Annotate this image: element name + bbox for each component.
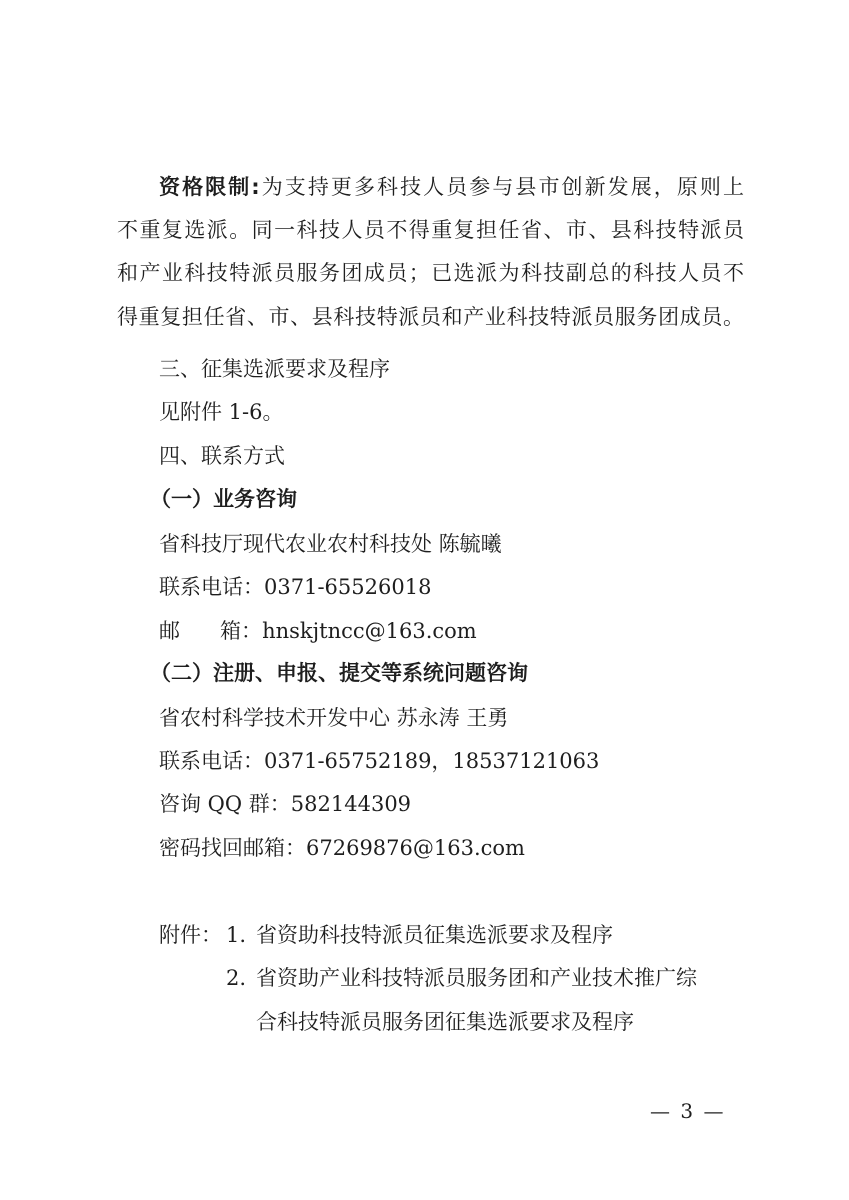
qualification-line-3: 和产业科技特派员服务团成员；已选派为科技副总的科技人员不 (117, 261, 744, 285)
section3-heading: 三、征集选派要求及程序 (159, 357, 390, 381)
contact-sub1-phone (159, 572, 431, 602)
section3-text: 见附件 1-6。 (159, 400, 284, 424)
attachment-title: 省资助产业科技特派员服务团和产业技术推广综 (256, 966, 697, 990)
qualification-line-2: 不重复选派。同一科技人员不得重复担任省、市、县科技特派员 (117, 218, 744, 242)
attachment-number: 1. (226, 923, 247, 947)
password-email-label: 密码找回邮箱： (159, 836, 306, 860)
phone-value: 0371-65526018 (264, 575, 432, 599)
contact-sub2-phone (159, 746, 599, 776)
qualification-label: 资格限制: (159, 175, 260, 199)
attachment-title: 省资助科技特派员征集选派要求及程序 (256, 923, 613, 947)
qq-value: 582144309 (290, 792, 412, 816)
password-email-value: 67269876@163.com (306, 836, 525, 860)
contact-sub1-email (159, 616, 477, 646)
attachment-item-2-continued: 合科技特派员服务团征集选派要求及程序 (256, 1010, 634, 1034)
contact-sub1-heading: （一）业务咨询 (150, 487, 297, 511)
phone-label: 联系电话： (159, 749, 264, 773)
contact-sub1-org: 省科技厅现代农业农村科技处 陈毓曦 (159, 532, 502, 556)
contact-sub2-org: 省农村科学技术开发中心 苏永涛 王勇 (159, 706, 509, 730)
contact-sub2-heading: （二）注册、申报、提交等系统问题咨询 (150, 661, 528, 685)
attachment-item-1 (226, 920, 613, 950)
phone-value: 0371-65752189，18537121063 (264, 749, 600, 773)
contact-sub2-qq (159, 789, 411, 819)
qualification-line-1: 资格限制:为支持更多科技人员参与县市创新发展，原则上 (159, 175, 744, 199)
email-value: hnskjtncc@163.com (262, 619, 477, 643)
qualification-line-4: 得重复担任省、市、县科技特派员和产业科技特派员服务团成员。 (117, 305, 744, 329)
page-number: — 3 — (650, 1099, 726, 1123)
section4-heading: 四、联系方式 (159, 444, 285, 468)
attachment-number: 2. (226, 966, 247, 990)
attachments-label: 附件： (159, 923, 222, 947)
attachment-item-2 (226, 963, 697, 993)
email-label: 邮 箱： (159, 619, 263, 643)
contact-sub2-password-email (159, 833, 525, 863)
phone-label: 联系电话： (159, 575, 264, 599)
qq-label: 咨询 QQ 群： (159, 792, 291, 816)
